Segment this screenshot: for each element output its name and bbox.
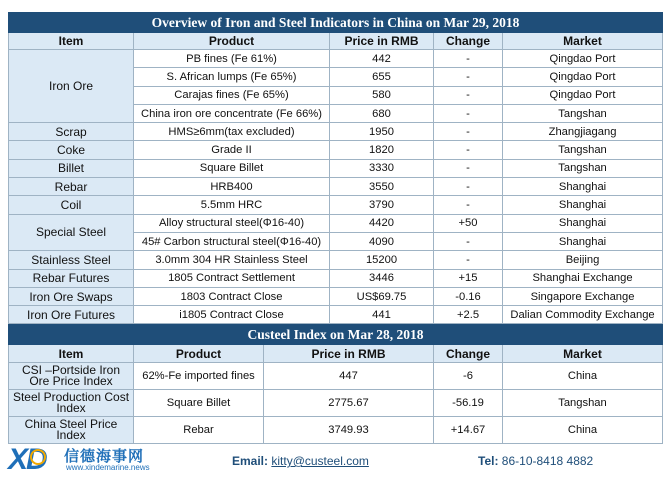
table-row xyxy=(9,196,663,214)
col-header-product: Product xyxy=(134,345,264,363)
col-header-change: Change xyxy=(434,33,503,50)
footer-bar xyxy=(0,437,670,481)
change-cell: -0.16 xyxy=(434,287,503,305)
market-cell: China xyxy=(503,417,663,444)
change-cell: +15 xyxy=(434,269,503,287)
table-row xyxy=(9,390,663,417)
market-cell: Shanghai Exchange xyxy=(503,269,663,287)
product-cell: Carajas fines (Fe 65%) xyxy=(134,86,330,104)
price-cell: 3330 xyxy=(330,159,434,177)
price-cell: 15200 xyxy=(330,251,434,269)
change-cell: +50 xyxy=(434,214,503,232)
table-row xyxy=(9,269,663,287)
product-cell: 1805 Contract Settlement xyxy=(134,269,330,287)
col-header-price: Price in RMB xyxy=(264,345,434,363)
market-cell: Qingdao Port xyxy=(503,68,663,86)
xinde-marine-logo xyxy=(8,443,148,477)
change-cell: -56.19 xyxy=(434,390,503,417)
market-cell: Beijing xyxy=(503,251,663,269)
market-cell: Dalian Commodity Exchange xyxy=(503,306,663,324)
market-cell: Qingdao Port xyxy=(503,86,663,104)
market-cell: Tangshan xyxy=(503,104,663,122)
change-cell: - xyxy=(434,232,503,250)
price-cell: US$69.75 xyxy=(330,287,434,305)
product-cell: HMS≥6mm(tax excluded) xyxy=(134,123,330,141)
table-row xyxy=(9,123,663,141)
item-cell: Iron Ore Swaps xyxy=(9,287,134,305)
price-cell: 1820 xyxy=(330,141,434,159)
change-cell: - xyxy=(434,68,503,86)
change-cell: - xyxy=(434,86,503,104)
product-cell: China iron ore concentrate (Fe 66%) xyxy=(134,104,330,122)
table-row xyxy=(9,306,663,324)
item-cell: Billet xyxy=(9,159,134,177)
price-cell: 3749.93 xyxy=(264,417,434,444)
globe-icon xyxy=(30,449,46,465)
table-row xyxy=(9,363,663,390)
tel-label: Tel: xyxy=(478,454,499,468)
item-cell: Coke xyxy=(9,141,134,159)
iron-steel-indicators-table xyxy=(8,12,663,324)
table-row xyxy=(9,251,663,269)
logo-chinese-name: 信德海事网 xyxy=(64,447,145,465)
product-cell: 62%-Fe imported fines xyxy=(134,363,264,390)
market-cell: Shanghai xyxy=(503,196,663,214)
price-cell: 3790 xyxy=(330,196,434,214)
item-cell: Coil xyxy=(9,196,134,214)
market-cell: Shanghai xyxy=(503,232,663,250)
price-cell: 1950 xyxy=(330,123,434,141)
product-cell: S. African lumps (Fe 65%) xyxy=(134,68,330,86)
table2-title: Custeel Index on Mar 28, 2018 xyxy=(9,325,663,345)
change-cell: +2.5 xyxy=(434,306,503,324)
change-cell: - xyxy=(434,104,503,122)
market-cell: Qingdao Port xyxy=(503,50,663,68)
price-cell: 3550 xyxy=(330,178,434,196)
logo-website: www.xindemarine.news xyxy=(66,463,150,472)
item-cell: Rebar xyxy=(9,178,134,196)
product-cell: Square Billet xyxy=(134,390,264,417)
table-row xyxy=(9,159,663,177)
tel-number: 86-10-8418 4882 xyxy=(501,454,594,468)
item-cell: Steel Production Cost Index xyxy=(9,390,134,417)
market-cell: Tangshan xyxy=(503,159,663,177)
market-cell: Tangshan xyxy=(503,390,663,417)
item-cell: Special Steel xyxy=(9,214,134,251)
price-cell: 4420 xyxy=(330,214,434,232)
col-header-market: Market xyxy=(503,33,663,50)
market-cell: Shanghai xyxy=(503,214,663,232)
table-row xyxy=(9,50,663,68)
product-cell: PB fines (Fe 61%) xyxy=(134,50,330,68)
product-cell: 5.5mm HRC xyxy=(134,196,330,214)
email-contact xyxy=(232,454,369,468)
market-cell: China xyxy=(503,363,663,390)
price-cell: 447 xyxy=(264,363,434,390)
change-cell: - xyxy=(434,141,503,159)
change-cell: - xyxy=(434,159,503,177)
market-cell: Singapore Exchange xyxy=(503,287,663,305)
price-cell: 4090 xyxy=(330,232,434,250)
item-cell: Rebar Futures xyxy=(9,269,134,287)
col-header-item: Item xyxy=(9,33,134,50)
product-cell: Grade II xyxy=(134,141,330,159)
price-cell: 580 xyxy=(330,86,434,104)
product-cell: i1805 Contract Close xyxy=(134,306,330,324)
market-cell: Tangshan xyxy=(503,141,663,159)
change-cell: - xyxy=(434,50,503,68)
table-row xyxy=(9,141,663,159)
market-cell: Shanghai xyxy=(503,178,663,196)
col-header-change: Change xyxy=(434,345,503,363)
item-cell: Stainless Steel xyxy=(9,251,134,269)
table-row xyxy=(9,287,663,305)
market-cell: Zhangjiagang xyxy=(503,123,663,141)
product-cell: 45# Carbon structural steel(Φ16-40) xyxy=(134,232,330,250)
change-cell: - xyxy=(434,123,503,141)
change-cell: - xyxy=(434,196,503,214)
email-link[interactable]: kitty@custeel.com xyxy=(271,454,369,468)
item-cell: Scrap xyxy=(9,123,134,141)
product-cell: HRB400 xyxy=(134,178,330,196)
change-cell: -6 xyxy=(434,363,503,390)
custeel-index-table xyxy=(8,324,663,444)
product-cell: Alloy structural steel(Φ16-40) xyxy=(134,214,330,232)
change-cell: +14.67 xyxy=(434,417,503,444)
price-cell: 441 xyxy=(330,306,434,324)
item-cell: Iron Ore xyxy=(9,50,134,123)
price-cell: 655 xyxy=(330,68,434,86)
col-header-product: Product xyxy=(134,33,330,50)
product-cell: Rebar xyxy=(134,417,264,444)
logo-mark: XD xyxy=(8,443,46,476)
item-cell: Iron Ore Futures xyxy=(9,306,134,324)
product-cell: 1803 Contract Close xyxy=(134,287,330,305)
table-row xyxy=(9,214,663,232)
item-cell: China Steel Price Index xyxy=(9,417,134,444)
table1-title: Overview of Iron and Steel Indicators in China on Mar 29, 2018 xyxy=(9,13,663,33)
email-label: Email: xyxy=(232,454,269,468)
product-cell: Square Billet xyxy=(134,159,330,177)
product-cell: 3.0mm 304 HR Stainless Steel xyxy=(134,251,330,269)
price-cell: 2775.67 xyxy=(264,390,434,417)
price-cell: 442 xyxy=(330,50,434,68)
item-cell: CSI –Portside Iron Ore Price Index xyxy=(9,363,134,390)
tel-contact xyxy=(478,454,593,468)
col-header-price: Price in RMB xyxy=(330,33,434,50)
change-cell: - xyxy=(434,178,503,196)
col-header-market: Market xyxy=(503,345,663,363)
col-header-item: Item xyxy=(9,345,134,363)
table-row xyxy=(9,178,663,196)
price-cell: 3446 xyxy=(330,269,434,287)
change-cell: - xyxy=(434,251,503,269)
indicator-sheet xyxy=(8,12,662,444)
price-cell: 680 xyxy=(330,104,434,122)
